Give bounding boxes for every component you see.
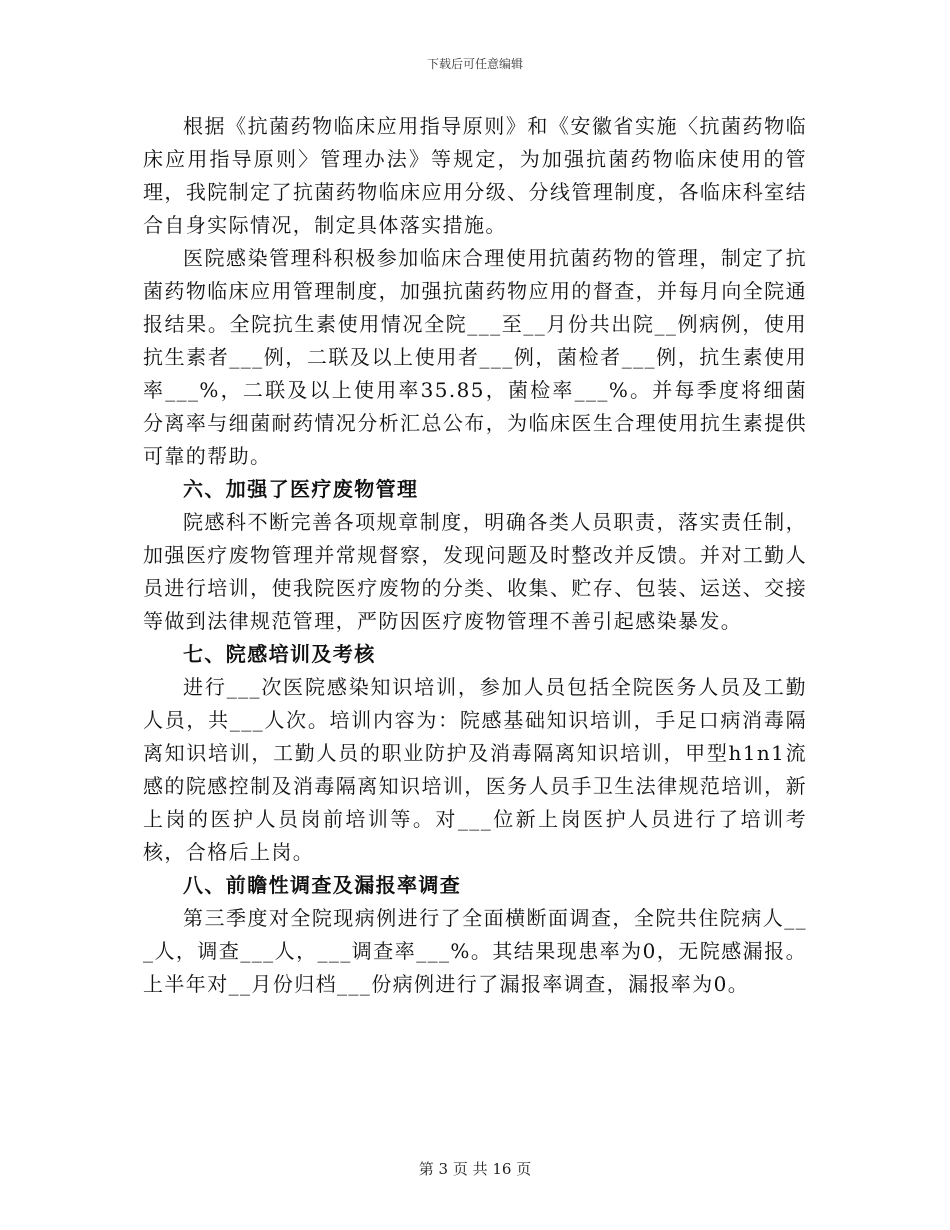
paragraph-survey: 第三季度对全院现病例进行了全面横断面调查，全院共住院病人___人，调查___人，___调查率___%。其结果现患率为0，无院感漏报。上半年对__月份归档___份病例进行了漏报率调查，漏报率为0。 — [143, 906, 807, 996]
paragraph-medical-waste: 院感科不断完善各项规章制度，明确各类人员职责，落实责任制，加强医疗废物管理并常规督察，发现问题及时整改并反馈。并对工勤人员进行培训，使我院医疗废物的分类、收集、贮存、包装、运送、交接等做到法律规范管理，严防因医疗废物管理不善引起感染暴发。 — [143, 510, 807, 633]
section-heading-survey: 八、前瞻性调查及漏报率调查 — [183, 873, 462, 897]
paragraph-antibiotic-usage: 医院感染管理科积极参加临床合理使用抗菌药物的管理，制定了抗菌药物临床应用管理制度，加强抗菌药物应用的督查，并每月向全院通报结果。全院抗生素使用情况全院___至__月份共出院__例病例，使用抗生素者___例，二联及以上使用者___例，菌检者___例，抗生素使用率___%，二联及以上使用率35.85，菌检率___%。并每季度将细菌分离率与细菌耐药情况分析汇总公布，为临床医生合理使用抗生素提供可靠的帮助。 — [143, 246, 807, 468]
section-heading-training: 七、院感培训及考核 — [183, 642, 376, 666]
document-body — [143, 110, 807, 1001]
paragraph-training: 进行___次医院感染知识培训，参加人员包括全院医务人员及工勤人员，共___人次。培训内容为：院感基础知识培训，手足口病消毒隔离知识培训，工勤人员的职业防护及消毒隔离知识培训，甲型h1n1流感的院感控制及消毒隔离知识培训，医务人员手卫生法律规范培训，新上岗的医护人员岗前培训等。对___位新上岗医护人员进行了培训考核，合格后上岗。 — [143, 675, 807, 864]
header-note: 下载后可任意编辑 — [426, 57, 523, 71]
page-number-footer: 第 3 页 共 16 页 — [418, 1160, 532, 1178]
paragraph-antibiotic-rules: 根据《抗菌药物临床应用指导原则》和《安徽省实施〈抗菌药物临床应用指导原则〉管理办法》等规定，为加强抗菌药物临床使用的管理，我院制定了抗菌药物临床应用分级、分线管理制度，各临床科室结合自身实际情况，制定具体落实措施。 — [143, 114, 807, 237]
section-heading-medical-waste: 六、加强了医疗废物管理 — [183, 477, 419, 501]
